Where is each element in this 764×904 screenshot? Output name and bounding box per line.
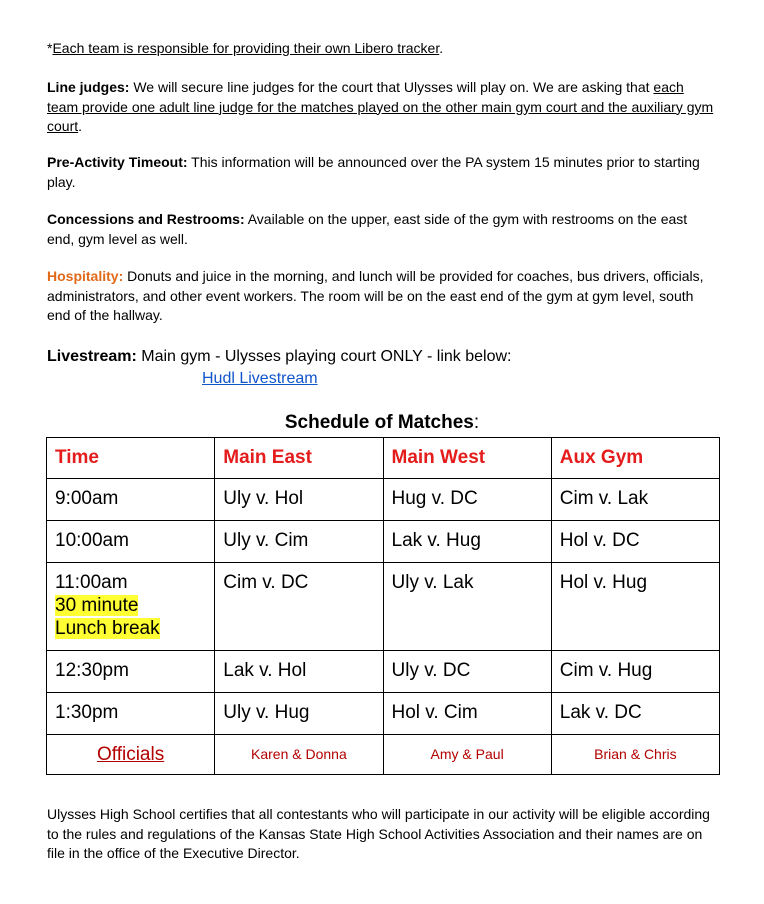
concessions-text: Available on the upper, east side of the gym with restrooms on the east end, gym level as well. xyxy=(47,211,688,247)
line-judges-underlined: each team provide one adult line judge for the matches played on the other main gym court and the auxiliary gym court xyxy=(47,79,714,134)
schedule-title xyxy=(0,411,764,435)
table-row xyxy=(47,521,720,563)
match-cell: Lak v. DC xyxy=(551,693,719,735)
pre-activity-paragraph xyxy=(47,153,717,192)
table-row xyxy=(47,563,720,651)
match-cell: Cim v. Hug xyxy=(551,651,719,693)
libero-note xyxy=(47,39,717,59)
line-judges-period: . xyxy=(78,118,83,134)
match-cell: Uly v. Cim xyxy=(215,521,383,563)
hospitality-label: Hospitality: xyxy=(47,268,124,284)
line-judges-text: We will secure line judges for the court that Ulysses will play on. We are asking that xyxy=(129,79,654,95)
livestream-text: Main gym - Ulysses playing court ONLY - link below: xyxy=(136,348,512,365)
match-cell: Hug v. DC xyxy=(383,479,551,521)
match-cell: Uly v. Hol xyxy=(215,479,383,521)
line-judges-paragraph xyxy=(47,78,717,137)
pre-activity-label: Pre-Activity Timeout: xyxy=(47,154,188,170)
match-cell: Cim v. DC xyxy=(215,563,383,651)
match-cell: Hol v. Hug xyxy=(551,563,719,651)
livestream-paragraph xyxy=(47,346,717,367)
header-main-west: Main West xyxy=(383,438,551,479)
time-value: 11:00am xyxy=(55,572,128,593)
officials-main-west: Amy & Paul xyxy=(383,735,551,775)
officials-row xyxy=(47,735,720,775)
livestream-label: Livestream: xyxy=(47,348,137,365)
match-cell: Uly v. Lak xyxy=(383,563,551,651)
hudl-livestream-link[interactable]: Hudl Livestream xyxy=(202,370,318,387)
match-cell: Lak v. Hug xyxy=(383,521,551,563)
table-row xyxy=(47,479,720,521)
schedule-table xyxy=(46,437,720,775)
officials-label: Officials xyxy=(47,735,215,775)
time-cell-lunch xyxy=(47,563,215,651)
libero-note-period: . xyxy=(439,40,444,56)
match-cell: Cim v. Lak xyxy=(551,479,719,521)
table-header-row xyxy=(47,438,720,479)
lunch-note-line2: Lunch break xyxy=(55,618,160,639)
lunch-note-line1: 30 minute xyxy=(55,595,139,616)
time-cell: 10:00am xyxy=(47,521,215,563)
concessions-paragraph xyxy=(47,210,717,249)
match-cell: Hol v. Cim xyxy=(383,693,551,735)
time-cell: 1:30pm xyxy=(47,693,215,735)
hospitality-paragraph xyxy=(47,267,717,326)
libero-note-text: Each team is responsible for providing their own Libero tracker xyxy=(52,40,440,56)
officials-aux-gym: Brian & Chris xyxy=(551,735,719,775)
match-cell: Lak v. Hol xyxy=(215,651,383,693)
schedule-title-text: Schedule of Matches xyxy=(284,412,474,433)
header-main-east: Main East xyxy=(215,438,383,479)
time-cell: 12:30pm xyxy=(47,651,215,693)
pre-activity-text: This information will be announced over the PA system 15 minutes prior to starting play. xyxy=(47,154,700,190)
asterisk: * xyxy=(47,40,53,56)
header-aux-gym: Aux Gym xyxy=(551,438,719,479)
schedule-title-colon: : xyxy=(473,412,480,433)
header-time: Time xyxy=(47,438,215,479)
concessions-label: Concessions and Restrooms: xyxy=(47,211,245,227)
time-cell: 9:00am xyxy=(47,479,215,521)
table-row xyxy=(47,651,720,693)
line-judges-label: Line judges: xyxy=(47,79,130,95)
match-cell: Uly v. DC xyxy=(383,651,551,693)
match-cell: Uly v. Hug xyxy=(215,693,383,735)
table-row xyxy=(47,693,720,735)
match-cell: Hol v. DC xyxy=(551,521,719,563)
hospitality-text: Donuts and juice in the morning, and lunch will be provided for coaches, bus drivers, officials, administrators, and other event workers. The room will be on the east end of the gym at gym level, south end of the hallway. xyxy=(47,268,704,323)
officials-main-east: Karen & Donna xyxy=(215,735,383,775)
certification-paragraph: Ulysses High School certifies that all contestants who will participate in our activity will be eligible according to the rules and regulations of the Kansas State High School Activities Association and their names are on file in the office of the Executive Director. xyxy=(47,806,710,861)
